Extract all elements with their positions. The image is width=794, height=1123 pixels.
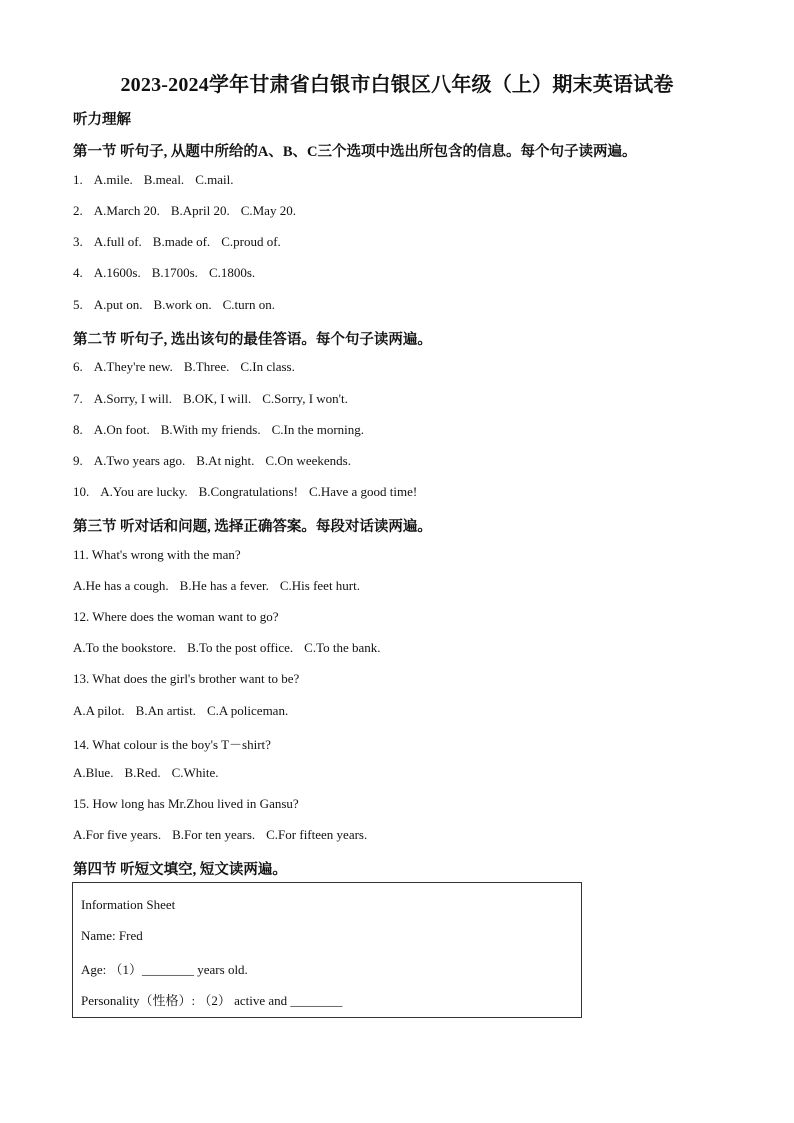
question-11-options: A.He has a cough. B.He has a fever. C.His feet hurt. [73,578,360,593]
section-3-heading: 第三节 听对话和问题, 选择正确答案。每段对话读两遍。 [73,519,432,535]
section-2-heading: 第二节 听句子, 选出该句的最佳答语。每个句子读两遍。 [73,332,432,348]
question-6: 6. A.They're new. B.Three. C.In class. [73,359,295,374]
question-13-text: 13. What does the girl's brother want to be? [73,671,300,686]
sheet-personality: Personality（性格）: （2） active and ________ [81,993,343,1008]
question-11-text: 11. What's wrong with the man? [73,547,241,562]
question-9: 9. A.Two years ago. B.At night. C.On weekends. [73,453,351,468]
sheet-title: Information Sheet [81,897,176,912]
question-4: 4. A.1600s. B.1700s. C.1800s. [73,265,256,280]
question-10: 10. A.You are lucky. B.Congratulations! C.Have a good time! [73,484,418,499]
question-12-text: 12. Where does the woman want to go? [73,609,279,624]
section-4-heading: 第四节 听短文填空, 短文读两遍。 [73,862,287,878]
question-14-options: A.Blue. B.Red. C.White. [73,765,219,780]
sheet-name: Name: Fred [81,928,143,943]
sheet-age: Age: （1）________ years old. [81,962,248,977]
question-7: 7. A.Sorry, I will. B.OK, I will. C.Sorry, I won't. [73,391,348,406]
question-2: 2. A.March 20. B.April 20. C.May 20. [73,203,296,218]
question-13-options: A.A pilot. B.An artist. C.A policeman. [73,703,289,718]
page-title: 2023-2024学年甘肃省白银市白银区八年级（上）期末英语试卷 [120,74,674,96]
question-5: 5. A.put on. B.work on. C.turn on. [73,297,276,312]
section-1-heading: 第一节 听句子, 从题中所给的A、B、C三个选项中选出所包含的信息。每个句子读两遍。 [73,144,637,160]
question-8: 8. A.On foot. B.With my friends. C.In the morning. [73,422,365,437]
part-heading: 听力理解 [73,112,131,128]
question-15-options: A.For five years. B.For ten years. C.For fifteen years. [73,827,368,842]
question-14-text: 14. What colour is the boy's T－shirt? [73,737,271,752]
question-3: 3. A.full of. B.made of. C.proud of. [73,234,281,249]
question-12-options: A.To the bookstore. B.To the post office. C.To the bank. [73,640,381,655]
question-15-text: 15. How long has Mr.Zhou lived in Gansu? [73,796,299,811]
question-1: 1. A.mile. B.meal. C.mail. [73,172,234,187]
information-sheet [72,882,582,1018]
